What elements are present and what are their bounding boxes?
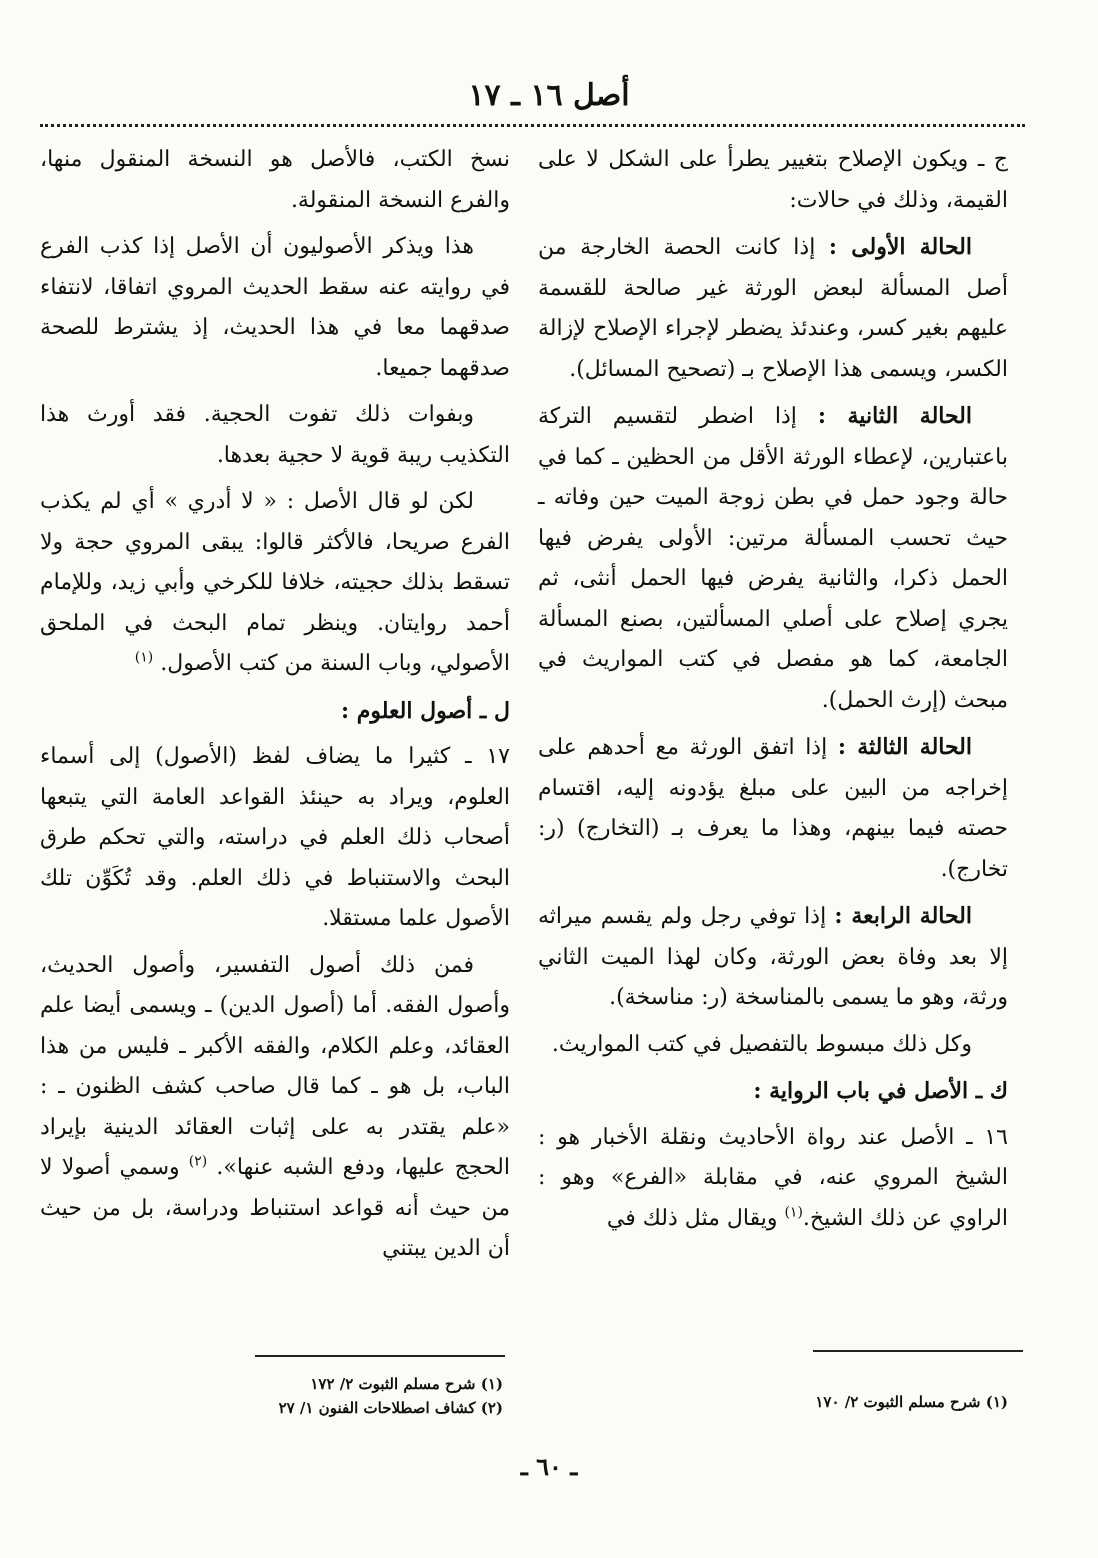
header-dotted-rule (40, 124, 1025, 127)
footnotes-right (815, 1390, 1008, 1414)
paragraph-text: ١٦ ـ الأصل عند رواة الأحاديث ونقلة الأخبار هو : الشيخ المروي عنه، في مقابلة «الفرع» وهو : الراوي عن ذلك الشيخ. (538, 1124, 1008, 1231)
paragraph-text: فمن ذلك أصول التفسير، وأصول الحديث، وأصول الفقه. أما (أصول الدين) ـ ويسمى أيضا علم العقائد، وعلم الكلام، والفقه الأكبر ـ فليس من هذا الباب، بل هو ـ كما قال صاحب كشف الظنون ـ : «علم يقتدر به على إثبات العقائد الدينية بإيراد الحجج عليها، ودفع الشبه عنها». (40, 952, 510, 1180)
section-heading: ل ـ أصول العلوم : (340, 697, 510, 724)
paragraph (538, 227, 1008, 390)
paragraph: ج ـ ويكون الإصلاح بتغيير يطرأ على الشكل لا على القيمة، وذلك في حالات: (538, 147, 1008, 213)
footnote-rule-left (255, 1355, 505, 1357)
case-label: الحالة الرابعة : (834, 903, 972, 929)
footnote-rule-right (813, 1350, 1023, 1352)
paragraph: ١٧ ـ كثيرا ما يضاف لفظ (الأصول) إلى أسماء العلوم، ويراد به حينئذ القواعد العامة التي يتبعها أصحاب ذلك العلم في دراسته، والتي تحكم طرق البحث والاستنباط في ذلك العلم. وقد تُكَوِّن تلك الأصول علما مستقلا. (40, 744, 510, 931)
footnote: (١) شرح مسلم الثبوت ٢/ ١٧٢ (310, 1375, 503, 1393)
paragraph (40, 946, 510, 1270)
paragraph-text: ويقال مثل ذلك في (606, 1205, 785, 1231)
paragraph-text: لكن لو قال الأصل : « لا أدري » أي لم يكذب الفرع صريحا، فالأكثر قالوا: يبقى المروي حجة ولا تسقط بذلك حجيته، خلافا للكرخي وأبي زيد، وللإمام أحمد روايتان. وينظر تمام البحث في الملحق الأصولي، وباب السنة من كتب الأصول. (40, 489, 510, 676)
right-column (538, 140, 1008, 1245)
footnote: (١) شرح مسلم الثبوت ٢/ ١٧٠ (815, 1393, 1008, 1411)
paragraph: وبفوات ذلك تفوت الحجية. فقد أورث هذا التكذيب ريبة قوية لا حجية بعدها. (40, 402, 510, 468)
paragraph: هذا ويذكر الأصوليون أن الأصل إذا كذب الفرع في روايته عنه سقط الحديث المروي اتفاقا، لانتفاء صدقهما معا في هذا الحديث، إذ يشترط للصحة صدقهما جميعا. (40, 234, 510, 381)
case-label: الحالة الثانية : (817, 403, 973, 429)
case-text: إذا كانت الحصة الخارجة من أصل المسألة لبعض الورثة غير صالحة للقسمة عليهم بغير كسر، وعندئذ يضطر لإجراء الإصلاح لإزالة الكسر، ويسمى هذا الإصلاح بـ (تصحيح المسائل). (538, 235, 1008, 382)
paragraph (538, 396, 1008, 721)
footnote-ref: (٢) (188, 1153, 208, 1170)
paragraph (538, 1118, 1008, 1240)
footnotes-left (279, 1372, 503, 1420)
section-heading: ك ـ الأصل في باب الرواية : (753, 1078, 1008, 1104)
page-header: أصل ١٦ ـ ١٧ (468, 78, 630, 113)
footnote-ref: (١) (784, 1204, 803, 1221)
paragraph (40, 482, 510, 685)
paragraph (538, 727, 1008, 890)
case-label: الحالة الأولى : (828, 234, 972, 260)
case-text: إذا اضطر لتقسيم التركة باعتبارين، لإعطاء الورثة الأقل من الحظين ـ كما في حالة وجود حمل في بطن زوجة الميت حين وفاته ـ حيث تحسب المسألة مرتين: الأولى يفرض فيها الحمل ذكرا، والثانية يفرض فيها الحمل أنثى، ثم يجري إصلاح على أصلي المسألتين، بصنع المسألة الجامعة، كما هو مفصل في كتب المواريث في مبحث (إرث الحمل). (538, 404, 1008, 713)
left-column (40, 140, 510, 1276)
case-text: إذا اتفق الورثة مع أحدهم على إخراجه من البين على مبلغ يؤدونه إليه، اقتسام حصته فيما بينهم، وهذا ما يعرف بـ (التخارج) (ر: تخارج). (538, 735, 1008, 882)
case-text: إذا توفي رجل ولم يقسم ميراثه إلا بعد وفاة بعض الورثة، وكان لهذا الميت الثاني ورثة، وهو ما يسمى بالمناسخة (ر: مناسخة). (538, 904, 1008, 1010)
paragraph (538, 896, 1008, 1019)
paragraph-text: وسمي أصولا لا من حيث أنه قواعد استنباط ودراسة، بل من حيث أن الدين يبتني (40, 1155, 510, 1261)
page-number: ـ ٦٠ ـ (520, 1452, 578, 1481)
paragraph: وكل ذلك مبسوط بالتفصيل في كتب المواريث. (551, 1031, 972, 1057)
footnote-ref: (١) (134, 649, 154, 666)
footnote: (٢) كشاف اصطلاحات الفنون ١/ ٢٧ (278, 1399, 503, 1417)
case-label: الحالة الثالثة : (837, 734, 972, 760)
paragraph: نسخ الكتب، فالأصل هو النسخة المنقول منها، والفرع النسخة المنقولة. (40, 147, 510, 213)
